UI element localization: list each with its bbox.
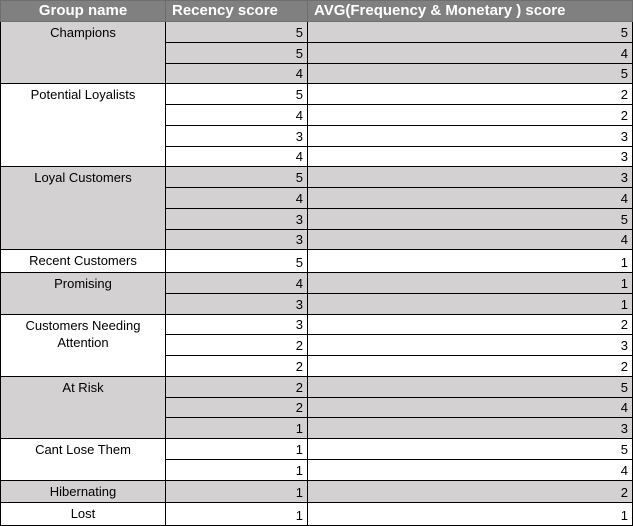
avg-fm-score-cell: 3 (308, 418, 633, 439)
avg-fm-score-cell: 4 (308, 397, 633, 418)
group-name-cell: Customers Needing Attention (1, 314, 166, 376)
avg-fm-score-cell: 2 (308, 314, 633, 335)
table-row (1, 167, 633, 188)
group-name-cell: Champions (1, 22, 166, 84)
avg-fm-score-cell: 5 (308, 63, 633, 84)
recency-score-cell: 5 (166, 42, 308, 63)
table-row (1, 503, 633, 526)
avg-fm-score-cell: 1 (308, 273, 633, 294)
avg-fm-score-cell: 5 (308, 22, 633, 43)
table-row (1, 376, 633, 397)
group-name-cell: Lost (1, 503, 166, 526)
table-row (1, 84, 633, 105)
recency-score-cell: 3 (166, 293, 308, 314)
recency-score-cell: 1 (166, 480, 308, 503)
avg-fm-score-cell: 2 (308, 105, 633, 126)
header-recency-score: Recency score (166, 1, 308, 22)
recency-score-cell: 3 (166, 208, 308, 229)
recency-score-cell: 2 (166, 335, 308, 356)
table-row (1, 250, 633, 273)
recency-score-cell: 1 (166, 439, 308, 460)
group-name-cell: Promising (1, 273, 166, 315)
avg-fm-score-cell: 4 (308, 188, 633, 209)
header-row (1, 1, 633, 22)
table-row (1, 273, 633, 294)
recency-score-cell: 5 (166, 250, 308, 273)
avg-fm-score-cell: 3 (308, 146, 633, 167)
avg-fm-score-cell: 4 (308, 42, 633, 63)
avg-fm-score-cell: 4 (308, 459, 633, 480)
recency-score-cell: 4 (166, 273, 308, 294)
avg-fm-score-cell: 2 (308, 84, 633, 105)
avg-fm-score-cell: 1 (308, 250, 633, 273)
header-group-name: Group name (1, 1, 166, 22)
group-name-cell: Cant Lose Them (1, 439, 166, 481)
table-row (1, 439, 633, 460)
avg-fm-score-cell: 5 (308, 439, 633, 460)
recency-score-cell: 4 (166, 188, 308, 209)
avg-fm-score-cell: 4 (308, 229, 633, 250)
header-avg-fm-score: AVG(Frequency & Monetary ) score (308, 1, 633, 22)
avg-fm-score-cell: 3 (308, 335, 633, 356)
recency-score-cell: 4 (166, 105, 308, 126)
recency-score-cell: 3 (166, 229, 308, 250)
recency-score-cell: 2 (166, 376, 308, 397)
avg-fm-score-cell: 1 (308, 293, 633, 314)
recency-score-cell: 5 (166, 84, 308, 105)
recency-score-cell: 4 (166, 63, 308, 84)
avg-fm-score-cell: 2 (308, 480, 633, 503)
avg-fm-score-cell: 1 (308, 503, 633, 526)
group-name-cell: At Risk (1, 376, 166, 438)
group-name-cell: Hibernating (1, 480, 166, 503)
recency-score-cell: 3 (166, 314, 308, 335)
recency-score-cell: 1 (166, 418, 308, 439)
avg-fm-score-cell: 2 (308, 356, 633, 377)
recency-score-cell: 5 (166, 167, 308, 188)
recency-score-cell: 2 (166, 397, 308, 418)
avg-fm-score-cell: 3 (308, 167, 633, 188)
table-row (1, 314, 633, 335)
avg-fm-score-cell: 5 (308, 376, 633, 397)
recency-score-cell: 1 (166, 503, 308, 526)
table-row (1, 480, 633, 503)
avg-fm-score-cell: 3 (308, 125, 633, 146)
table-body (1, 22, 633, 526)
table-row (1, 22, 633, 43)
group-name-cell: Recent Customers (1, 250, 166, 273)
recency-score-cell: 4 (166, 146, 308, 167)
recency-score-cell: 5 (166, 22, 308, 43)
avg-fm-score-cell: 5 (308, 208, 633, 229)
recency-score-cell: 3 (166, 125, 308, 146)
recency-score-cell: 1 (166, 459, 308, 480)
group-name-cell: Loyal Customers (1, 167, 166, 250)
group-name-cell: Potential Loyalists (1, 84, 166, 167)
recency-score-cell: 2 (166, 356, 308, 377)
